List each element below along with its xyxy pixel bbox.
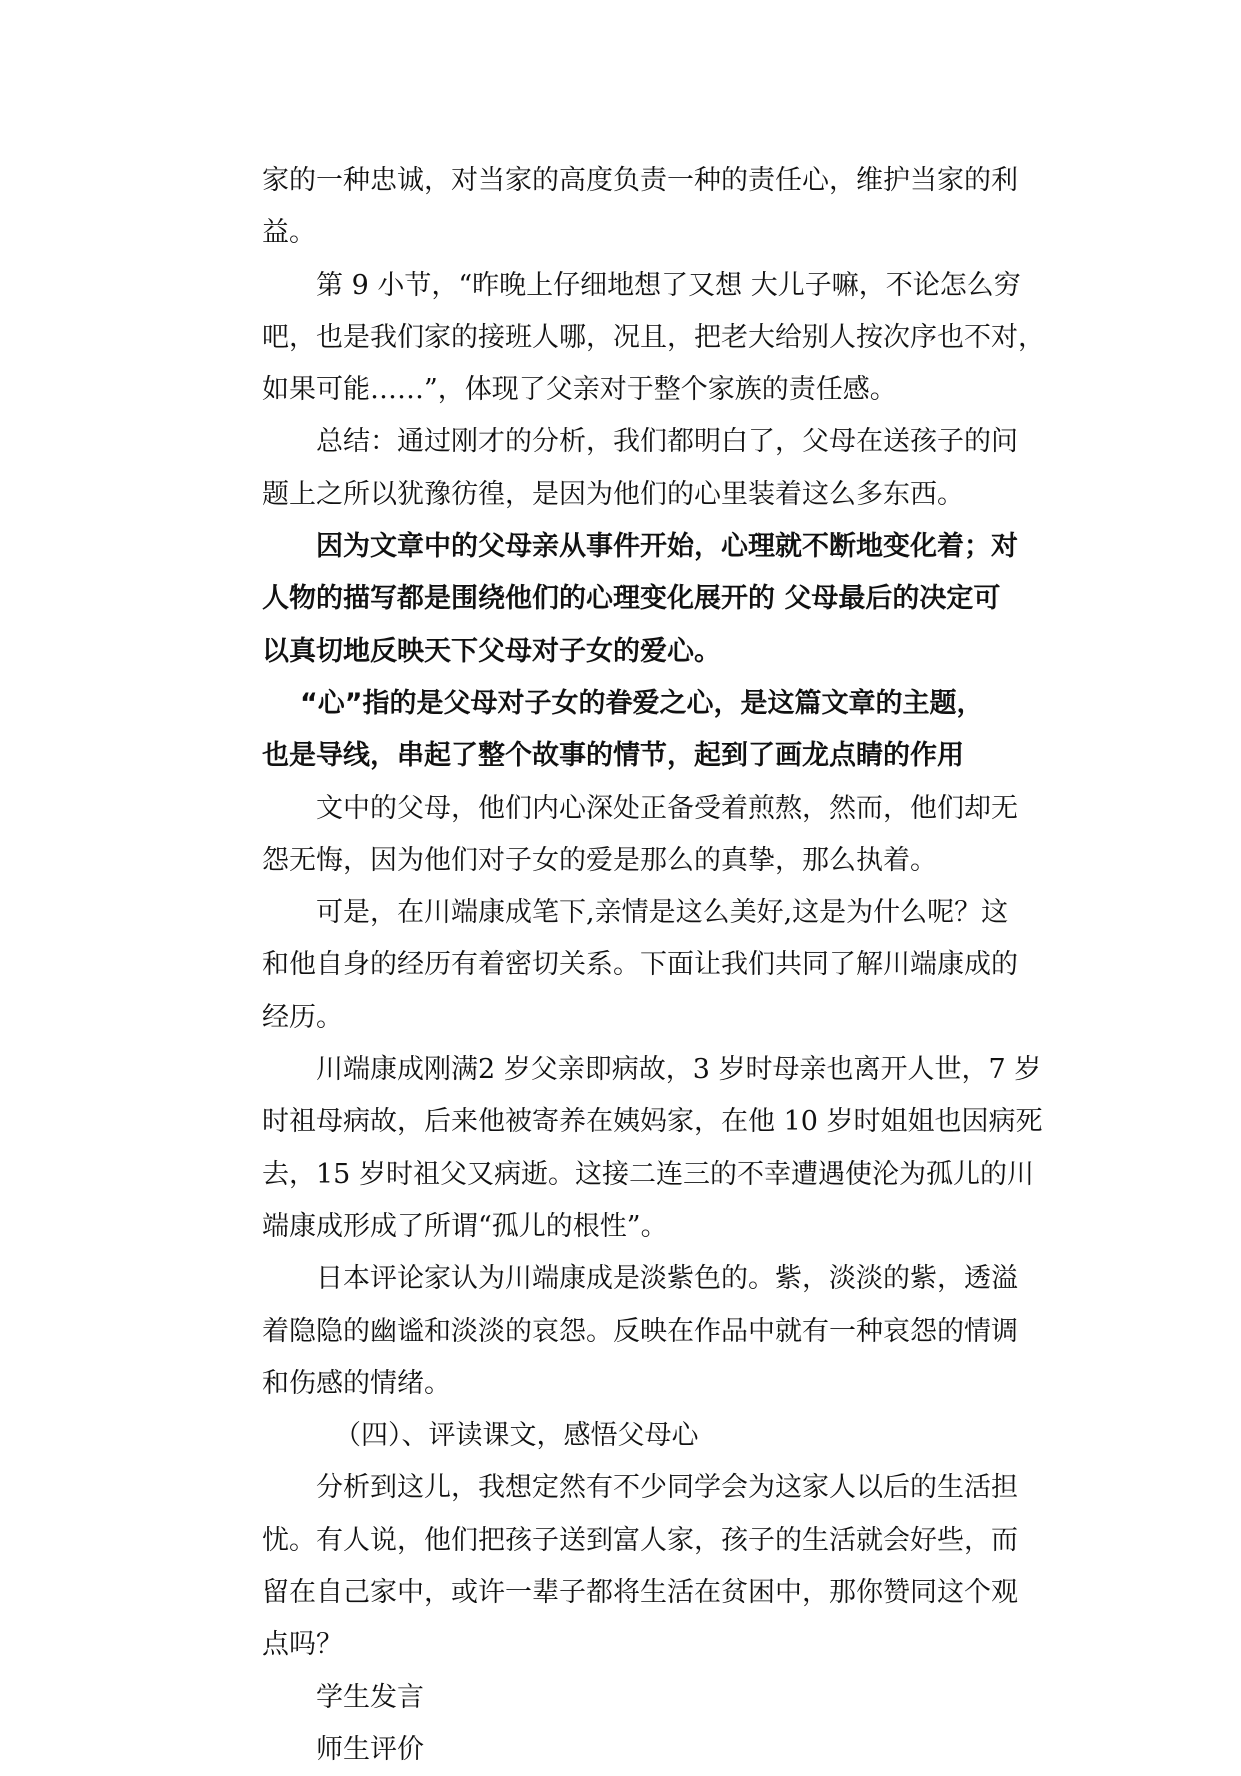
text-line: 以真切地反映天下父母对子女的爱心。	[262, 635, 721, 667]
text-line: 忧。有人说，他们把孩子送到富人家，孩子的生活就会好些，而	[262, 1524, 1018, 1556]
text-line: 日本评论家认为川端康成是淡紫色的。紫，淡淡的紫，透溢	[316, 1263, 1018, 1295]
text-line: 师生评价	[316, 1733, 424, 1765]
text-line: 总结：通过刚才的分析，我们都明白了，父母在送孩子的问	[316, 426, 1018, 458]
paragraph	[262, 783, 1052, 888]
text-line: “心”指的是父母对子女的眷爱之心，是这篇文章的主题，	[300, 687, 984, 719]
paragraph	[262, 1044, 1052, 1253]
text-line: 文中的父母，他们内心深处正备受着煎熬，然而，他们却无	[316, 792, 1018, 824]
text-line: 学生发言	[316, 1681, 424, 1713]
text-line: 家的一种忠诚，对当家的高度负责一种的责任心，维护当家的利	[262, 165, 1018, 196]
text-line: 怨无悔，因为他们对子女的爱是那么的真挚，那么执着。	[262, 844, 937, 876]
text-line: 人物的描写都是围绕他们的心理变化展开的 父母最后的决定可	[262, 583, 1001, 615]
bold-paragraph	[262, 678, 1052, 783]
paragraph	[262, 887, 1052, 1044]
bold-paragraph	[262, 521, 1052, 678]
text-line: 点吗？	[262, 1629, 343, 1661]
text-line: 因为文章中的父母亲从事件开始，心理就不断地变化着；对	[316, 531, 1018, 563]
text-line: 分析到这儿，我想定然有不少同学会为这家人以后的生活担	[316, 1472, 1018, 1504]
text-line: 第 9 小节，“昨晚上仔细地想了又想 大儿子嘛，不论怎么穷	[316, 269, 1021, 301]
text-line: 吧，也是我们家的接班人哪，况且，把老大给别人按次序也不对，	[262, 321, 1045, 353]
paragraph	[262, 155, 1052, 260]
text-line: 题上之所以犹豫彷徨，是因为他们的心里装着这么多东西。	[262, 478, 964, 510]
text-line: 经历。	[262, 1001, 343, 1033]
text-line: 和他自身的经历有着密切关系。下面让我们共同了解川端康成的	[262, 949, 1018, 981]
paragraph	[262, 416, 1052, 521]
text-line: 和伤感的情绪。	[262, 1367, 451, 1399]
text-line: 益。	[262, 217, 316, 249]
text-line: 可是，在川端康成笔下,亲情是这么美好,这是为什么呢？这	[316, 897, 1009, 929]
document-body	[262, 155, 1052, 1776]
paragraph	[262, 260, 1052, 417]
text-line: 如果可能……”，体现了父亲对于整个家族的责任感。	[262, 374, 897, 406]
paragraph	[262, 1253, 1052, 1410]
text-line: 也是导线，串起了整个故事的情节，起到了画龙点睛的作用	[262, 740, 964, 772]
paragraph	[262, 1462, 1052, 1671]
text-line: 川端康成刚满2 岁父亲即病故，3 岁时母亲也离开人世，7 岁	[316, 1054, 1042, 1086]
text-line: 留在自己家中，或许一辈子都将生活在贫困中，那你赞同这个观	[262, 1577, 1018, 1609]
section-heading: （四）、评读课文，感悟父母心	[334, 1420, 699, 1452]
text-line: 端康成形成了所谓“孤儿的根性”。	[262, 1210, 668, 1242]
text-line: 着隐隐的幽谧和淡淡的哀怨。反映在作品中就有一种哀怨的情调	[262, 1315, 1018, 1347]
text-line: 时祖母病故，后来他被寄养在姨妈家，在他 10 岁时姐姐也因病死	[262, 1106, 1043, 1138]
text-line: 去，15 岁时祖父又病逝。这接二连三的不幸遭遇使沦为孤儿的川	[262, 1158, 1034, 1190]
